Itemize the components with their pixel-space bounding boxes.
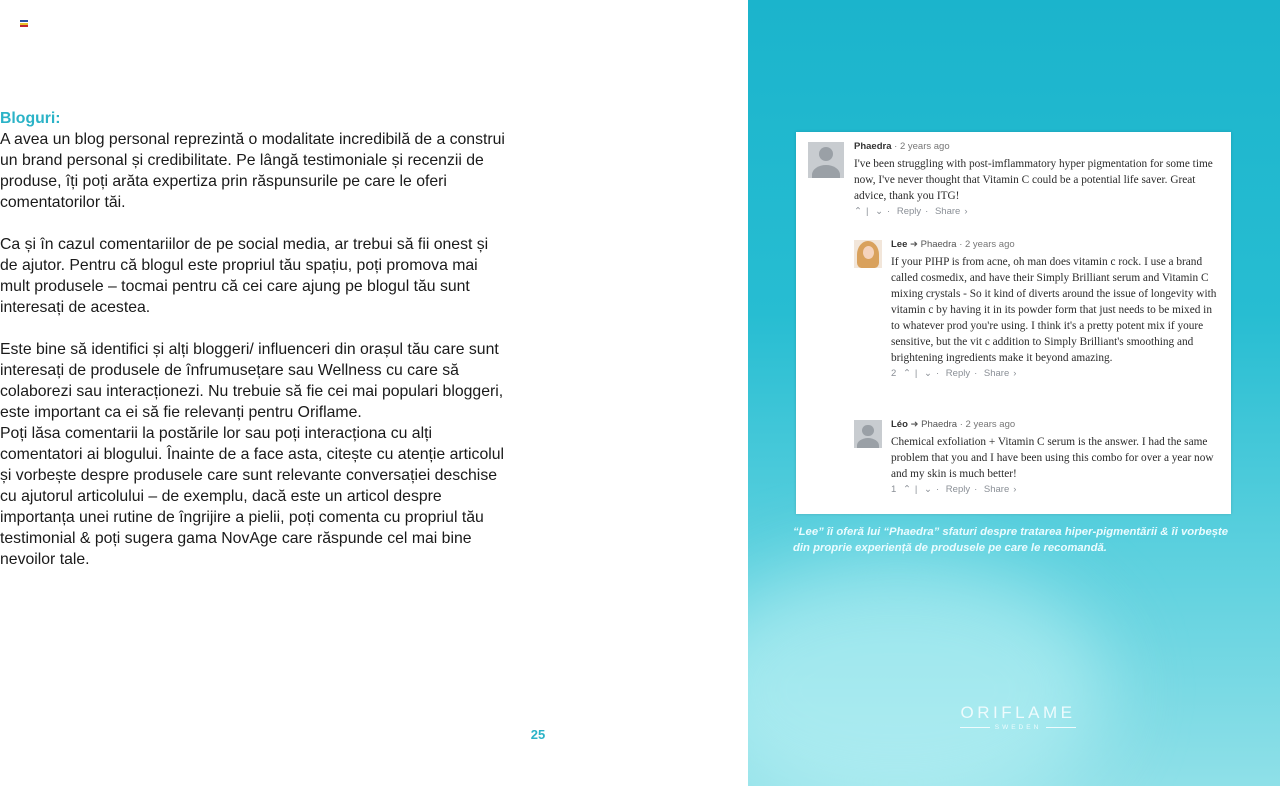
downvote-icon[interactable]: ⌄: [924, 368, 932, 379]
paragraph-2: Ca și în cazul comentariilor de pe social media, ar trebui să fii onest și de ajutor. Pentru că blogul este propriul tău spațiu, poți promova mai mult produsele – tocmai pentru că cei care ajung pe blogul tău sunt interesați de acestea.: [0, 236, 489, 316]
comment-meta: Léo ➜ Phaedra · 2 years ago: [891, 419, 1016, 430]
upvote-icon[interactable]: ⌃: [854, 206, 862, 217]
avatar-placeholder-icon: [854, 420, 882, 448]
section-heading: Bloguri:: [0, 110, 61, 127]
background-glow: [748, 560, 1108, 786]
avatar-photo-icon: [854, 240, 882, 268]
share-link[interactable]: Share: [983, 368, 1010, 379]
reply-link[interactable]: Reply: [945, 368, 971, 379]
right-panel: [748, 0, 1280, 786]
comment-leo: [854, 418, 1222, 497]
reply-arrow-icon: ➜: [910, 239, 921, 250]
paragraph-3: Este bine să identifici și alți bloggeri/ influenceri din orașul tău care sunt interesați de produsele de înfrumusețare sau Wellness cu care să colaborezi sau interacționezi. Nu trebuie să fie cei mai populari bloggeri, este important ca ei să fie relevanți pentru Oriflame.: [0, 341, 504, 421]
image-caption: “Lee” îi oferă lui “Phaedra” sfaturi despre tratarea hiper-pigmentării & îi vorbește din proprie experiență de produsele pe care le recomandă.: [793, 526, 1229, 554]
reply-link[interactable]: Reply: [896, 206, 922, 217]
comment-time: 2 years ago: [899, 141, 950, 152]
logo-sub: SWEDEN: [994, 724, 1042, 731]
comment-author: Lee: [891, 239, 908, 250]
comment-text: If your PIHP is from acne, oh man does vitamin c rock. I use a brand called cosmedix, and have their Simply Brilliant serum and Vitamin C mixing crystals - So it kind of diverts around the issue of longevity with vitamin c by having it in its powder form that just needs to be mixed in to whatever prod you're using. I think it's a pretty potent mix if youre sensitive, but the vit c addition to Simply Brilliant's smoothing and brightening ingredients make it beyond amazing.: [891, 256, 1217, 364]
avatar-placeholder-icon: [808, 142, 844, 178]
comment-time: 2 years ago: [965, 239, 1015, 250]
reply-arrow-icon: ➜: [910, 419, 922, 430]
comment-author: Léo: [891, 419, 908, 430]
paragraph-1: A avea un blog personal reprezintă o modalitate incredibilă de a construi un brand personal și credibilitate. Pe lângă testimoniale și recenzii de produse, îți poți arăta expertiza prin răspunsurile pe care le oferi comentatorilor tăi.: [0, 131, 505, 211]
upvote-icon[interactable]: ⌃: [902, 368, 911, 379]
comments-screenshot: [796, 132, 1231, 514]
comment-phaedra: [808, 140, 1218, 219]
comment-actions: 2 ⌃ | ⌄ · Reply · Share ›: [891, 368, 1017, 379]
vote-count: 1: [891, 484, 897, 495]
comment-text: Chemical exfoliation + Vitamin C serum is the answer. I had the same problem that you and I have been using this combo for over a year now and my skin is much better!: [891, 436, 1214, 480]
comment-actions: 1 ⌃ | ⌄ · Reply · Share ›: [891, 484, 1017, 495]
comment-author: Phaedra: [854, 141, 892, 152]
downvote-icon[interactable]: ⌄: [875, 206, 884, 217]
left-text-column: [0, 108, 510, 570]
logo-brand: ORIFLAME: [960, 703, 1076, 722]
page-number: 25: [530, 727, 546, 742]
upvote-icon[interactable]: ⌃: [902, 484, 911, 495]
comment-reply-to: Phaedra: [921, 419, 958, 430]
downvote-icon[interactable]: ⌄: [924, 484, 932, 495]
oriflame-logo: [943, 703, 1093, 731]
comment-meta: Phaedra · 2 years ago: [854, 141, 950, 152]
paragraph-4: Poți lăsa comentarii la postările lor sau poți interacționa cu alți comentatori ai blogului. Înainte de a face asta, citește cu atenție articolul și vorbește despre produsele care sunt relevante conversației deschise cu ajutorul articolului – de exemplu, dacă este un articol despre importanța unei rutine de îngrijire a pielii, poți comenta cu propriul tău testimonial & poți sugera gama NovAge care răspunde cel mai bine nevoilor tale.: [0, 425, 505, 568]
share-link[interactable]: Share: [934, 206, 961, 217]
comment-actions: ⌃ | ⌄ · Reply · Share ›: [854, 206, 968, 217]
reply-link[interactable]: Reply: [945, 484, 971, 495]
vote-count: 2: [891, 368, 897, 379]
romanian-flag-icon: [20, 20, 28, 27]
comment-meta: Lee ➜ Phaedra · 2 years ago: [891, 239, 1015, 250]
comment-time: 2 years ago: [965, 419, 1016, 430]
comment-reply-to: Phaedra: [920, 239, 957, 250]
comment-text: I've been struggling with post-imflammatory hyper pigmentation for some time now, I've never thought that Vitamin C could be a potential life saver. Great advice, thank you ITG!: [854, 158, 1213, 202]
comment-lee: [854, 238, 1222, 381]
share-link[interactable]: Share: [983, 484, 1010, 495]
